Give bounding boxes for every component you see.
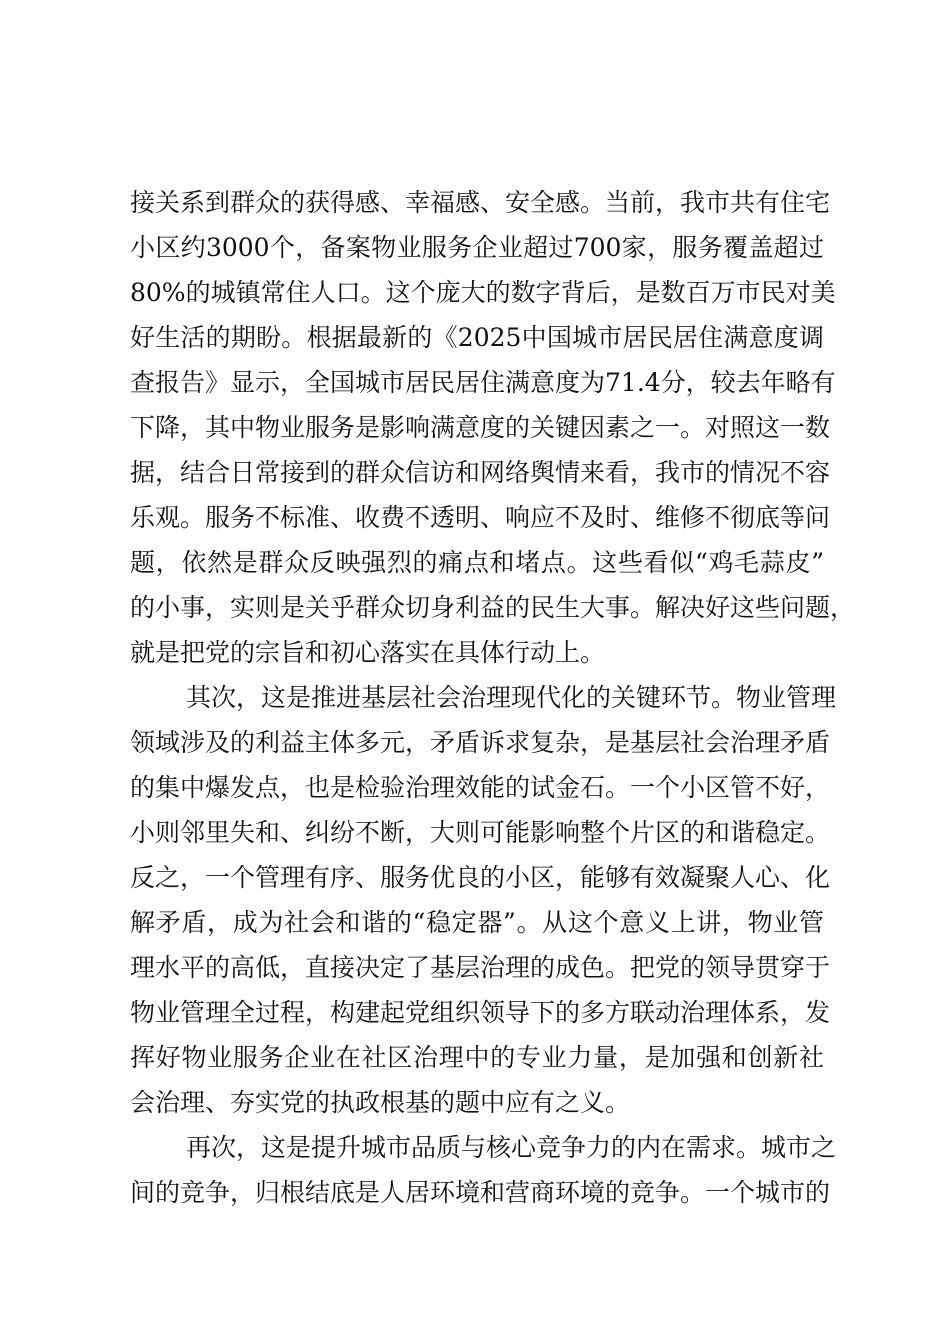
text-line: 接关系到群众的获得感、幸福感、安全感。当前，我市共有住宅: [130, 188, 831, 217]
text-line: 查报告》显示，全国城市居民居住满意度为71.4分，较去年略有: [130, 368, 836, 397]
text-line: 据，结合日常接到的群众信访和网络舆情来看，我市的情况不容: [130, 458, 831, 487]
paragraph-2: [130, 675, 837, 1125]
text-line: 就是把党的宗旨和初心落实在具体行动上。: [130, 638, 606, 667]
text-line: 挥好物业服务企业在社区治理中的专业力量，是加强和创新社: [130, 1043, 824, 1072]
paragraph-3: [130, 1125, 837, 1215]
text-line: 反之，一个管理有序、服务优良的小区，能够有效凝聚人心、化: [130, 863, 831, 892]
text-line: 物业管理全过程，构建起党组织领导下的多方联动治理体系，发: [130, 998, 831, 1027]
text-line: 下降，其中物业服务是影响满意度的关键因素之一。对照这一数: [130, 413, 831, 442]
text-line: 题，依然是群众反映强烈的痛点和堵点。这些看似“鸡毛蒜皮”: [130, 548, 824, 577]
text-line: 的小事，实则是关乎群众切身利益的民生大事。解决好这些问题，: [130, 593, 856, 622]
text-line: 理水平的高低，直接决定了基层治理的成色。把党的领导贯穿于: [130, 953, 831, 982]
text-line: 好生活的期盼。根据最新的《2025中国城市居民居住满意度调: [130, 323, 824, 352]
text-line: 乐观。服务不标准、收费不透明、响应不及时、维修不彻底等问: [130, 503, 831, 532]
text-line: 其次，这是推进基层社会治理现代化的关键环节。物业管理: [186, 683, 837, 712]
text-line: 再次，这是提升城市品质与核心竞争力的内在需求。城市之: [186, 1133, 837, 1162]
text-line: 80%的城镇常住人口。这个庞大的数字背后，是数百万市民对美: [130, 278, 836, 307]
text-line: 小则邻里失和、纠纷不断，大则可能影响整个片区的和谐稳定。: [130, 818, 831, 847]
text-line: 小区约3000个，备案物业服务企业超过700家，服务覆盖超过: [130, 233, 824, 262]
body-text: [130, 180, 856, 1215]
text-line: 间的竞争，归根结底是人居环境和营商环境的竞争。一个城市的: [130, 1178, 831, 1207]
text-line: 解矛盾，成为社会和谐的“稳定器”。从这个意义上讲，物业管: [130, 908, 824, 937]
text-line: 的集中爆发点，也是检验治理效能的试金石。一个小区管不好，: [130, 773, 831, 802]
text-line: 领域涉及的利益主体多元，矛盾诉求复杂，是基层社会治理矛盾: [130, 728, 831, 757]
paragraph-1: [130, 180, 856, 675]
text-line: 会治理、夯实党的执政根基的题中应有之义。: [130, 1088, 631, 1117]
